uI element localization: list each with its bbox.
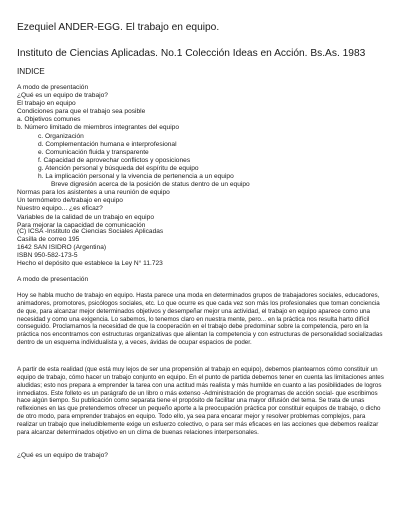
toc-item: e. Comunicación fluida y transparente xyxy=(38,148,149,156)
copyright-line: ISBN 950-582-173-5 xyxy=(17,251,78,259)
toc-item: Normas para los asistentes a una reunión de equipo xyxy=(17,189,170,197)
toc-item: g. Atención personal y búsqueda del espíritu de equipo xyxy=(38,164,199,172)
toc-item: Un termómetro de/trabajo en equipo xyxy=(17,197,123,205)
toc-item: Variables de la calidad de un trabajo en equipo xyxy=(17,213,154,221)
paragraph: A partir de esta realidad (que está muy lejos de ser una propensión al trabajo en equipo), debemos plantearnos cómo constituir un equipo de trabajo, cómo hacer un trabajo conjunto en equipo. En el punto de partida debemos tener en cuenta las limitaciones antes aludidas; esto nos prepara a emprender la tarea con una actitud más realista y más humilde en cuanto a las posibilidades de logros inmediatos. Este folleto es un parágrafo de un libro o más extenso -Administración de programas de acción social- que escribimos hace algún tiempo. Su publicación como separata tiene el propósito de facilitar una mayor difusión del tema. Se trata de unas reflexiones en las que pretendemos ofrecer un pequeño aporte a la preocupación práctica por constituir equipos de trabajo, o dicho de otro modo, para emprender trabajos en equipo. Todo ello, ya sea para encarar mejor y resolver problemas complejos, para realizar un trabajo que ineludiblemente exige un esfuerzo colectivo, o para ser más eficaces en las acciones que debemos realizar para alcanzar determinados objetivo en un clima de buenas relaciones interpersonales. xyxy=(17,366,384,436)
section-heading-que-es: ¿Qué es un equipo de trabajo? xyxy=(17,452,108,459)
toc-item: Nuestro equipo... ¿es eficaz? xyxy=(17,205,103,213)
toc-item: f. Capacidad de aprovechar conflictos y oposiciones xyxy=(38,156,191,164)
copyright-line: Hecho el depósito que establece la Ley N° 11.723 xyxy=(17,259,163,267)
section-heading-presentacion: A modo de presentación xyxy=(17,276,89,283)
toc-item: h. La implicación personal y la vivencia de pertenencia a un equipo xyxy=(38,173,234,181)
copyright-block xyxy=(17,228,163,267)
index-heading: INDICE xyxy=(17,67,45,76)
copyright-line: (C) ICSA -Instituto de Ciencias Sociales Aplicadas xyxy=(17,228,164,235)
toc-item: c. Organización xyxy=(38,132,84,140)
document-subtitle: Instituto de Ciencias Aplicadas. No.1 Colección Ideas en Acción. Bs.As. 1983 xyxy=(17,48,366,59)
toc-item: Para mejorar la capacidad de comunicación xyxy=(17,221,146,229)
toc-item: b. Número limitado de miembros integrantes del equipo xyxy=(17,124,179,132)
toc-item: Condiciones para que el trabajo sea posible xyxy=(17,108,146,116)
toc-item: a. Objetivos comunes xyxy=(17,116,81,124)
copyright-line: 1642 SAN ISIDRO (Argentina) xyxy=(17,243,107,251)
toc-item: El trabajo en equipo xyxy=(17,100,76,108)
toc-item: A modo de presentación xyxy=(17,84,89,91)
table-of-contents xyxy=(17,84,250,230)
paragraph: Hoy se habla mucho de trabajo en equipo. Hasta parece una moda en determinados grupos de trabajadores sociales, educadores, animadores, promotores, psicólogos sociales, etc. Lo que ocurre es que cada vez son más los profesionales que toman conciencia de que, para alcanzar mejor determinados objetivos y desempeñar mejor una actividad, el trabajo en equipo aparece como una necesidad y como una exigencia. Lo sabemos, lo tenemos claro en nuestra mente, pero... en la práctica nos resulta harto difícil conseguido. Proclamamos la necesidad de que la cooperación en el trabajo debe predominar sobre la competencia, pero en la práctica nos encontramos con estructuras organizativas que alientan la competencia y con estructuras de personalidad socializadas dentro de un esquema individualista y, a veces, ávidas de ocupar espacios de poder. xyxy=(17,292,383,347)
toc-item: Breve digresión acerca de la posición de status dentro de un equipo xyxy=(51,181,250,189)
toc-item: ¿Qué es un equipo de trabajo? xyxy=(17,92,108,100)
document-title: Ezequiel ANDER-EGG. El trabajo en equipo. xyxy=(17,22,220,33)
toc-item: d. Complementación humana e interprofesional xyxy=(38,140,177,148)
copyright-line: Casilla de correo 195 xyxy=(17,235,80,243)
